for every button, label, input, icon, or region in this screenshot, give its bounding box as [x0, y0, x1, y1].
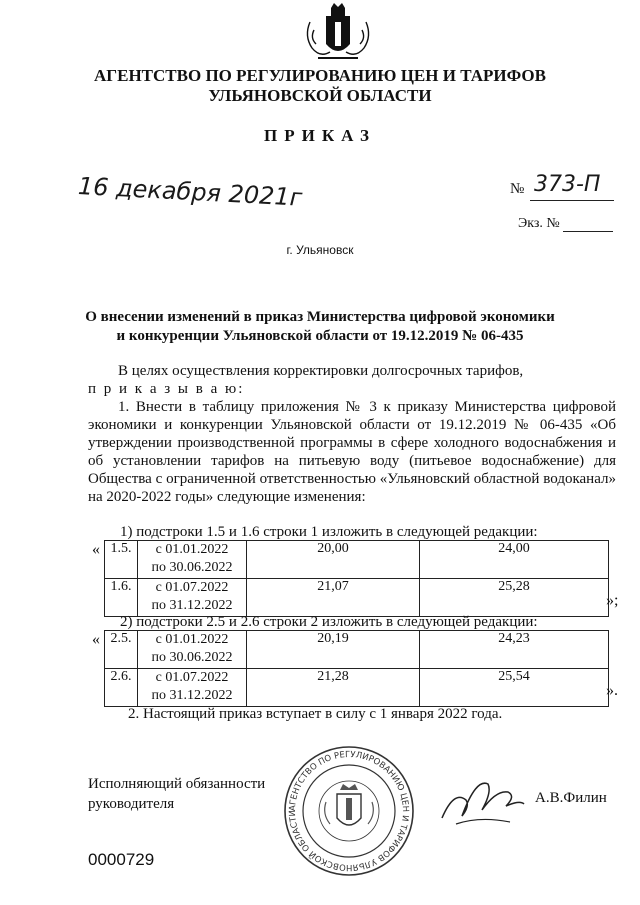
period-cell [138, 669, 247, 707]
table-row [105, 631, 609, 669]
copy-number-label: Экз. № [518, 216, 560, 231]
period-from: с 01.01.2022 [155, 542, 229, 557]
row-number: 1.6. [105, 579, 138, 617]
city: г. Ульяновск [286, 243, 354, 257]
subitem-2: 2) подстроки 2.5 и 2.6 строки 2 изложить в следующей редакции: [120, 614, 538, 630]
table1-close-mark: »; [606, 592, 619, 609]
tariff-value-1: 20,19 [247, 631, 420, 669]
row-number: 2.6. [105, 669, 138, 707]
order-subject-line2: и конкуренции Ульяновской области от 19.12.2019 № 06-435 [116, 328, 524, 344]
body-paragraph-1-text: В целях осуществления корректировки долгосрочных тарифов, [118, 363, 524, 379]
period-to: по 31.12.2022 [151, 598, 233, 613]
tariff-value-2: 24,23 [420, 631, 609, 669]
table-row [105, 579, 609, 617]
signer-name: А.В.Филин [535, 790, 607, 806]
period-from: с 01.07.2022 [155, 670, 229, 685]
tariff-value-2: 25,28 [420, 579, 609, 617]
order-word: п р и к а з ы в а ю: [88, 381, 245, 397]
body-paragraph-1 [88, 362, 616, 398]
body-paragraph-2 [88, 398, 616, 506]
stamp-text: АГЕНТСТВО ПО РЕГУЛИРОВАНИЮ ЦЕН И ТАРИФОВ УЛЬЯНОВСКОЙ ОБЛАСТИ [287, 749, 411, 873]
agency-name-line2: УЛЬЯНОВСКОЙ ОБЛАСТИ [208, 86, 432, 105]
period-from: с 01.07.2022 [155, 580, 229, 595]
tariff-table-1 [104, 540, 609, 617]
period-cell [138, 579, 247, 617]
handwritten-signature-icon [436, 770, 526, 834]
signer-position [88, 774, 265, 814]
signer-position-line2: руководителя [88, 796, 175, 812]
registration-number: 0000729 [88, 850, 155, 869]
period-from: с 01.01.2022 [155, 632, 229, 647]
signer-position-line1: Исполняющий обязанности [88, 776, 266, 792]
order-number-underline [530, 200, 614, 201]
tariff-value-1: 21,28 [247, 669, 420, 707]
table-row [105, 541, 609, 579]
tariff-value-1: 21,07 [247, 579, 420, 617]
period-to: по 30.06.2022 [151, 560, 233, 575]
subitem-1: 1) подстроки 1.5 и 1.6 строки 1 изложить в следующей редакции: [120, 524, 538, 540]
order-subject-line1: О внесении изменений в приказ Министерства цифровой экономики [85, 309, 555, 325]
row-number: 1.5. [105, 541, 138, 579]
order-number-label: № [510, 181, 525, 197]
period-cell [138, 631, 247, 669]
tariff-value-2: 24,00 [420, 541, 609, 579]
body-paragraph-2-text: 1. Внести в таблицу приложения № 3 к приказу Министерства цифровой экономики и конкуренции Ульяновской области от 19.12.2019 № 06-435 «Об утверждении производственной программы в сфере холодного водоснабжения и об установлении тарифов на питьевую воду (питьевое водоснабжение) для Общества с ограниченной ответственностью «Ульяновский областной водоканал» на 2020-2022 годы» следующие изменения: [88, 399, 616, 505]
order-date: 16 декабря 2021г [77, 172, 303, 212]
table2-close-mark: ». [606, 682, 618, 699]
row-number: 2.5. [105, 631, 138, 669]
copy-number-underline [563, 231, 613, 232]
period-to: по 30.06.2022 [151, 650, 233, 665]
agency-name-line1: АГЕНТСТВО ПО РЕГУЛИРОВАНИЮ ЦЕН И ТАРИФОВ [94, 66, 546, 85]
order-number: 373-П [534, 172, 601, 197]
order-subject [60, 308, 580, 346]
period-cell [138, 541, 247, 579]
tariff-table-2 [104, 630, 609, 707]
table1-open-quote: « [92, 541, 100, 558]
body-paragraph-3: 2. Настоящий приказ вступает в силу с 1 января 2022 года. [128, 706, 503, 722]
tariff-value-2: 25,54 [420, 669, 609, 707]
table-row [105, 669, 609, 707]
coat-of-arms-icon [300, 2, 376, 66]
period-to: по 31.12.2022 [151, 688, 233, 703]
tariff-value-1: 20,00 [247, 541, 420, 579]
official-seal-icon [282, 744, 416, 878]
order-title: ПРИКАЗ [264, 126, 376, 145]
table2-open-quote: « [92, 631, 100, 648]
